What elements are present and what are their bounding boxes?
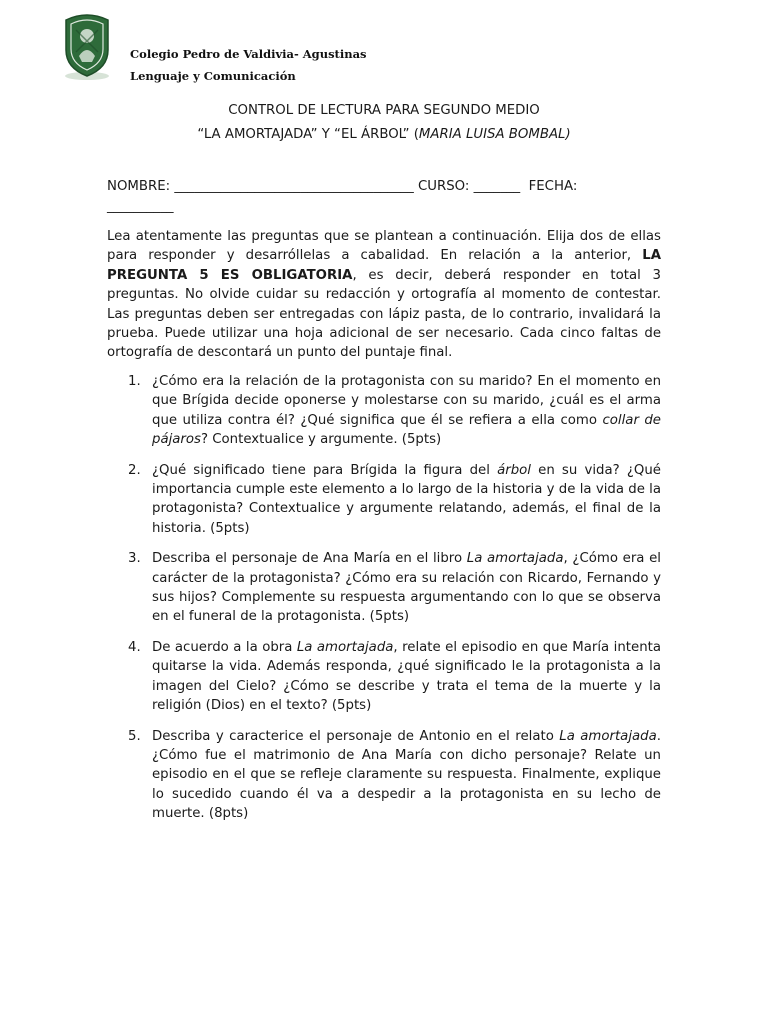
question-italic: La amortajada <box>466 551 564 567</box>
question-number: 3. <box>128 551 141 567</box>
question-italic: La amortajada <box>559 728 657 744</box>
question-text: , relate el episodio en que María intenta quitarse la vida. Además responda, ¿qué significado le la protagonista a la imagen del Cielo? ¿Cómo se describe y trata el tema de la muerte y la religión (Dios) en el texto? (5pts) <box>152 639 661 714</box>
subject-name: Lenguaje y Comunicación <box>130 69 296 83</box>
question-text: Describa el personaje de Ana María en el libro <box>152 551 467 567</box>
question-text: ¿Cómo era la relación de la protagonista con su marido? En el momento en que Brígida decide oponerse y molestarse con su marido, ¿cuál es el arma que utiliza contra él? ¿Qué significa que él se refiera a ella como <box>152 374 661 428</box>
question-text: Describa y caracterice el personaje de Antonio en el relato <box>152 728 560 744</box>
question-text: De acuerdo a la obra <box>152 639 297 655</box>
question-text: ¿Qué significado tiene para Brígida la figura del <box>152 462 498 478</box>
student-fields <box>107 177 667 217</box>
document-title: CONTROL DE LECTURA PARA SEGUNDO MEDIO <box>228 103 540 118</box>
fecha-label: FECHA: <box>528 179 578 194</box>
curso-blank: _______ <box>473 179 521 194</box>
question-text: ? Contextualice y argumente. (5pts) <box>200 432 442 448</box>
school-name: Colegio Pedro de Valdivia- Agustinas <box>130 47 367 61</box>
questions-list <box>107 372 661 835</box>
instructions-bold: LA PREGUNTA 5 ES OBLIGATORIA <box>107 248 661 283</box>
nombre-label: NOMBRE: <box>107 179 171 194</box>
school-header <box>130 43 367 87</box>
question-number: 1. <box>128 374 141 389</box>
curso-label: CURSO: <box>417 179 470 194</box>
document-subtitle <box>0 127 768 142</box>
instructions-paragraph <box>107 227 661 363</box>
question-item <box>107 638 661 716</box>
instructions-text-2: , es decir, deberá responder en total 3 preguntas. No olvide cuidar su redacción y ortografía al momento de contestar. Las preguntas deben ser entregadas con lápiz pasta, de lo contrario, invalidará la prueba. Puede utilizar una hoja adicional de ser necesario. Cada cinco faltas de ortografía de descontará un punto del puntaje final. <box>107 267 662 361</box>
question-italic: collar de pájaros <box>152 412 661 448</box>
question-text: , ¿Cómo era el carácter de la protagonista? ¿Cómo era su relación con Ricardo, Fernando y sus hijos? Complemente su respuesta argumentando con lo que se observa en el funeral de la protagonista. (5pts) <box>152 551 661 625</box>
school-crest-logo <box>62 12 112 82</box>
question-item <box>107 727 661 824</box>
instructions-text-1: Lea atentamente las preguntas que se plantean a continuación. Elija dos de ellas para responder y desarróllelas a cabalidad. En relación a la anterior, <box>107 229 661 264</box>
question-item <box>107 461 661 539</box>
question-italic: árbol <box>497 462 531 478</box>
nombre-blank: ____________________________________ <box>174 179 414 194</box>
question-item <box>107 549 661 627</box>
subtitle-author: MARIA LUISA BOMBAL) <box>418 127 571 142</box>
question-number: 2. <box>128 462 141 478</box>
question-italic: La amortajada <box>296 639 394 655</box>
question-text: . ¿Cómo fue el matrimonio de Ana María con dicho personaje? Relate un episodio en el que se refleje claramente su respuesta. Finalmente, explique lo sucedido cuando él va a despedir a la protagonista en su lecho de muerte. (8pts) <box>152 728 661 822</box>
question-number: 5. <box>128 728 141 744</box>
question-text: en su vida? ¿Qué importancia cumple este elemento a lo largo de la historia y de la vida de la protagonista? Contextualice y argumente relatando, además, el final de la historia. (5pts) <box>152 462 661 536</box>
subtitle-works: “LA AMORTAJADA” Y “EL ÁRBOL” ( <box>197 127 419 142</box>
question-item <box>107 372 661 450</box>
fecha-blank: __________ <box>107 199 174 214</box>
question-number: 4. <box>128 639 141 655</box>
